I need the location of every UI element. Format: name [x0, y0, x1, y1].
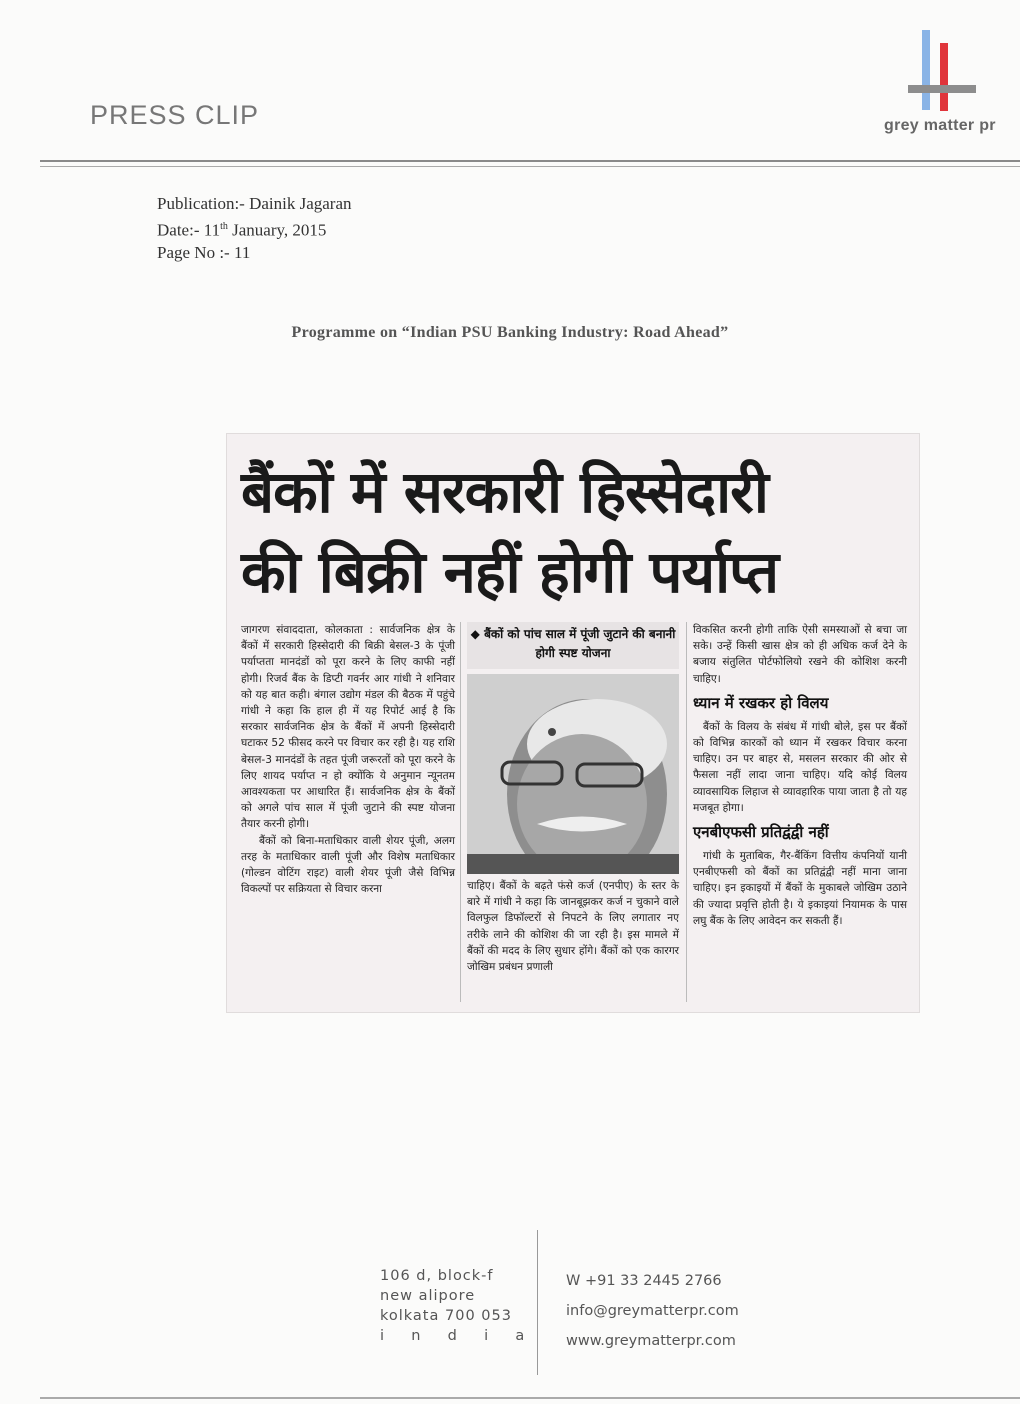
- programme-title: Programme on “Indian PSU Banking Industry: Road Ahead”: [291, 324, 729, 341]
- bottom-rule: [40, 1397, 1020, 1399]
- article-paragraph: विकसित करनी होगी ताकि ऐसी समस्याओं से बचा जा सके। उन्हें किसी खास क्षेत्र को ही अधिक कर्ज देने के बजाय संतुलित पोर्टफोलियो रखने की कोशिश करनी चाहिए।: [693, 624, 907, 685]
- footer-contact: [566, 1266, 739, 1356]
- header-rule-thin: [40, 166, 1020, 167]
- website-link[interactable]: www.greymatterpr.com: [566, 1333, 736, 1349]
- article-paragraph: बैंकों के विलय के संबंध में गांधी बोले, इस पर बैंकों को विभिन्न कारकों को ध्यान में रखकर विचार करना चाहिए। उन पर बाहर से, मसलन सरकार की ओर से फैसला नहीं लादा जाना चाहिए। यदि कोई विलय व्यावसायिक लिहाज से व्यावहारिक पाया जाता है तो यह मजबूत होगा।: [693, 720, 907, 814]
- article-headline: बैंकों में सरकारी हिस्सेदारी की बिक्री नहीं होगी पर्याप्त: [241, 458, 779, 606]
- article-paragraph: बैंकों को बिना-मताधिकार वाली शेयर पूंजी, अलग तरह के मताधिकार वाली पूंजी और विशेष मताधिकार (गोल्डन वोटिंग राइट) वाली शेयर पूंजी जैसे विभिन्न विकल्पों पर सक्रियता से विचार करना: [241, 834, 455, 896]
- publication-line: Publication:- Dainik Jagaran: [157, 194, 352, 213]
- phone-number: W +91 33 2445 2766: [566, 1273, 722, 1289]
- page-line: Page No :- 11: [157, 242, 251, 262]
- publication-meta: [157, 193, 352, 264]
- subheading: ध्यान में रखकर हो विलय: [693, 693, 829, 712]
- footer-divider: [537, 1230, 538, 1375]
- article-column-3: [693, 622, 907, 929]
- newspaper-clipping: [226, 433, 920, 1013]
- article-paragraph: जागरण संवाददाता, कोलकाता : सार्वजनिक क्षेत्र के बैंकों में सरकारी हिस्सेदारी की बिक्री बेसल-3 के पूंजी पर्याप्तता मानदंडों को पूरा करने के लिए काफी नहीं होगी। रिजर्व बैंक के डिप्टी गवर्नर आर गांधी ने शनिवार को यह बात कही। बंगाल उद्योग मंडल की बैठक में पहुंचे गांधी ने कहा कि हाल ही में यह रिपोर्ट आई है कि सरकार सार्वजनिक क्षेत्र के बैंकों में अपनी हिस्सेदारी घटाकर 52 फीसद करने पर विचार कर रही है। यह राशि बेसल-3 मानदंडों के तहत पूंजी जरूरतों को पूरा करने के लिए शायद पर्याप्त न हो क्योंकि ये अनुमान न्यूनतम आवश्यकता पर आधारित हैं। सार्वजनिक क्षेत्र के बैंकों को अगले पांच साल में पूंजी जुटाने की स्पष्ट योजना तैयार करनी होगी।: [241, 624, 455, 831]
- portrait-photo: [467, 674, 679, 874]
- date-line: Date:- 11th January, 2015: [157, 220, 327, 240]
- column-divider: [460, 622, 461, 1002]
- logo-text: grey matter pr: [884, 117, 996, 134]
- article-paragraph: गांधी के मुताबिक, गैर-बैंकिंग वित्तीय कंपनियों यानी एनबीएफसी को बैंकों का प्रतिद्वंद्वी नहीं माना जाना चाहिए। इन इकाइयों में बैंकों के मुकाबले जोखिम उठाने की ज्यादा प्रवृत्ति होती है। ये इकाइयां नियामक के पास लघु बैंक के लिए आवेदन कर सकती हैं।: [693, 850, 907, 927]
- press-clip-title: PRESS CLIP: [90, 100, 260, 130]
- subheading: एनबीएफसी प्रतिद्वंद्वी नहीं: [693, 823, 829, 842]
- column-divider: [686, 622, 687, 1002]
- email-link[interactable]: info@greymatterpr.com: [566, 1303, 739, 1319]
- footer-address: 106 d, block-f new alipore kolkata 700 053 i n d i a: [380, 1268, 531, 1344]
- highlight-box: ◆ बैंकों को पांच साल में पूंजी जुटाने की बनानी होगी स्पष्ट योजना: [467, 622, 679, 669]
- article-column-1: [241, 622, 455, 897]
- header-rule: [40, 160, 1020, 162]
- article-column-2: चाहिए। बैंकों के बढ़ते फंसे कर्ज (एनपीए) के स्तर के बारे में गांधी ने कहा कि जानबूझकर कर्ज न चुकाने वाले विलफुल डिफॉल्टरों से निपटने के लिए लगातार नए तरीके लाने की कोशिश की जा रही है। इस मामले में बैंकों की मदद के लिए सुधार होंगे। बैंकों को एक कारगर जोखिम प्रबंधन प्रणाली: [467, 880, 679, 974]
